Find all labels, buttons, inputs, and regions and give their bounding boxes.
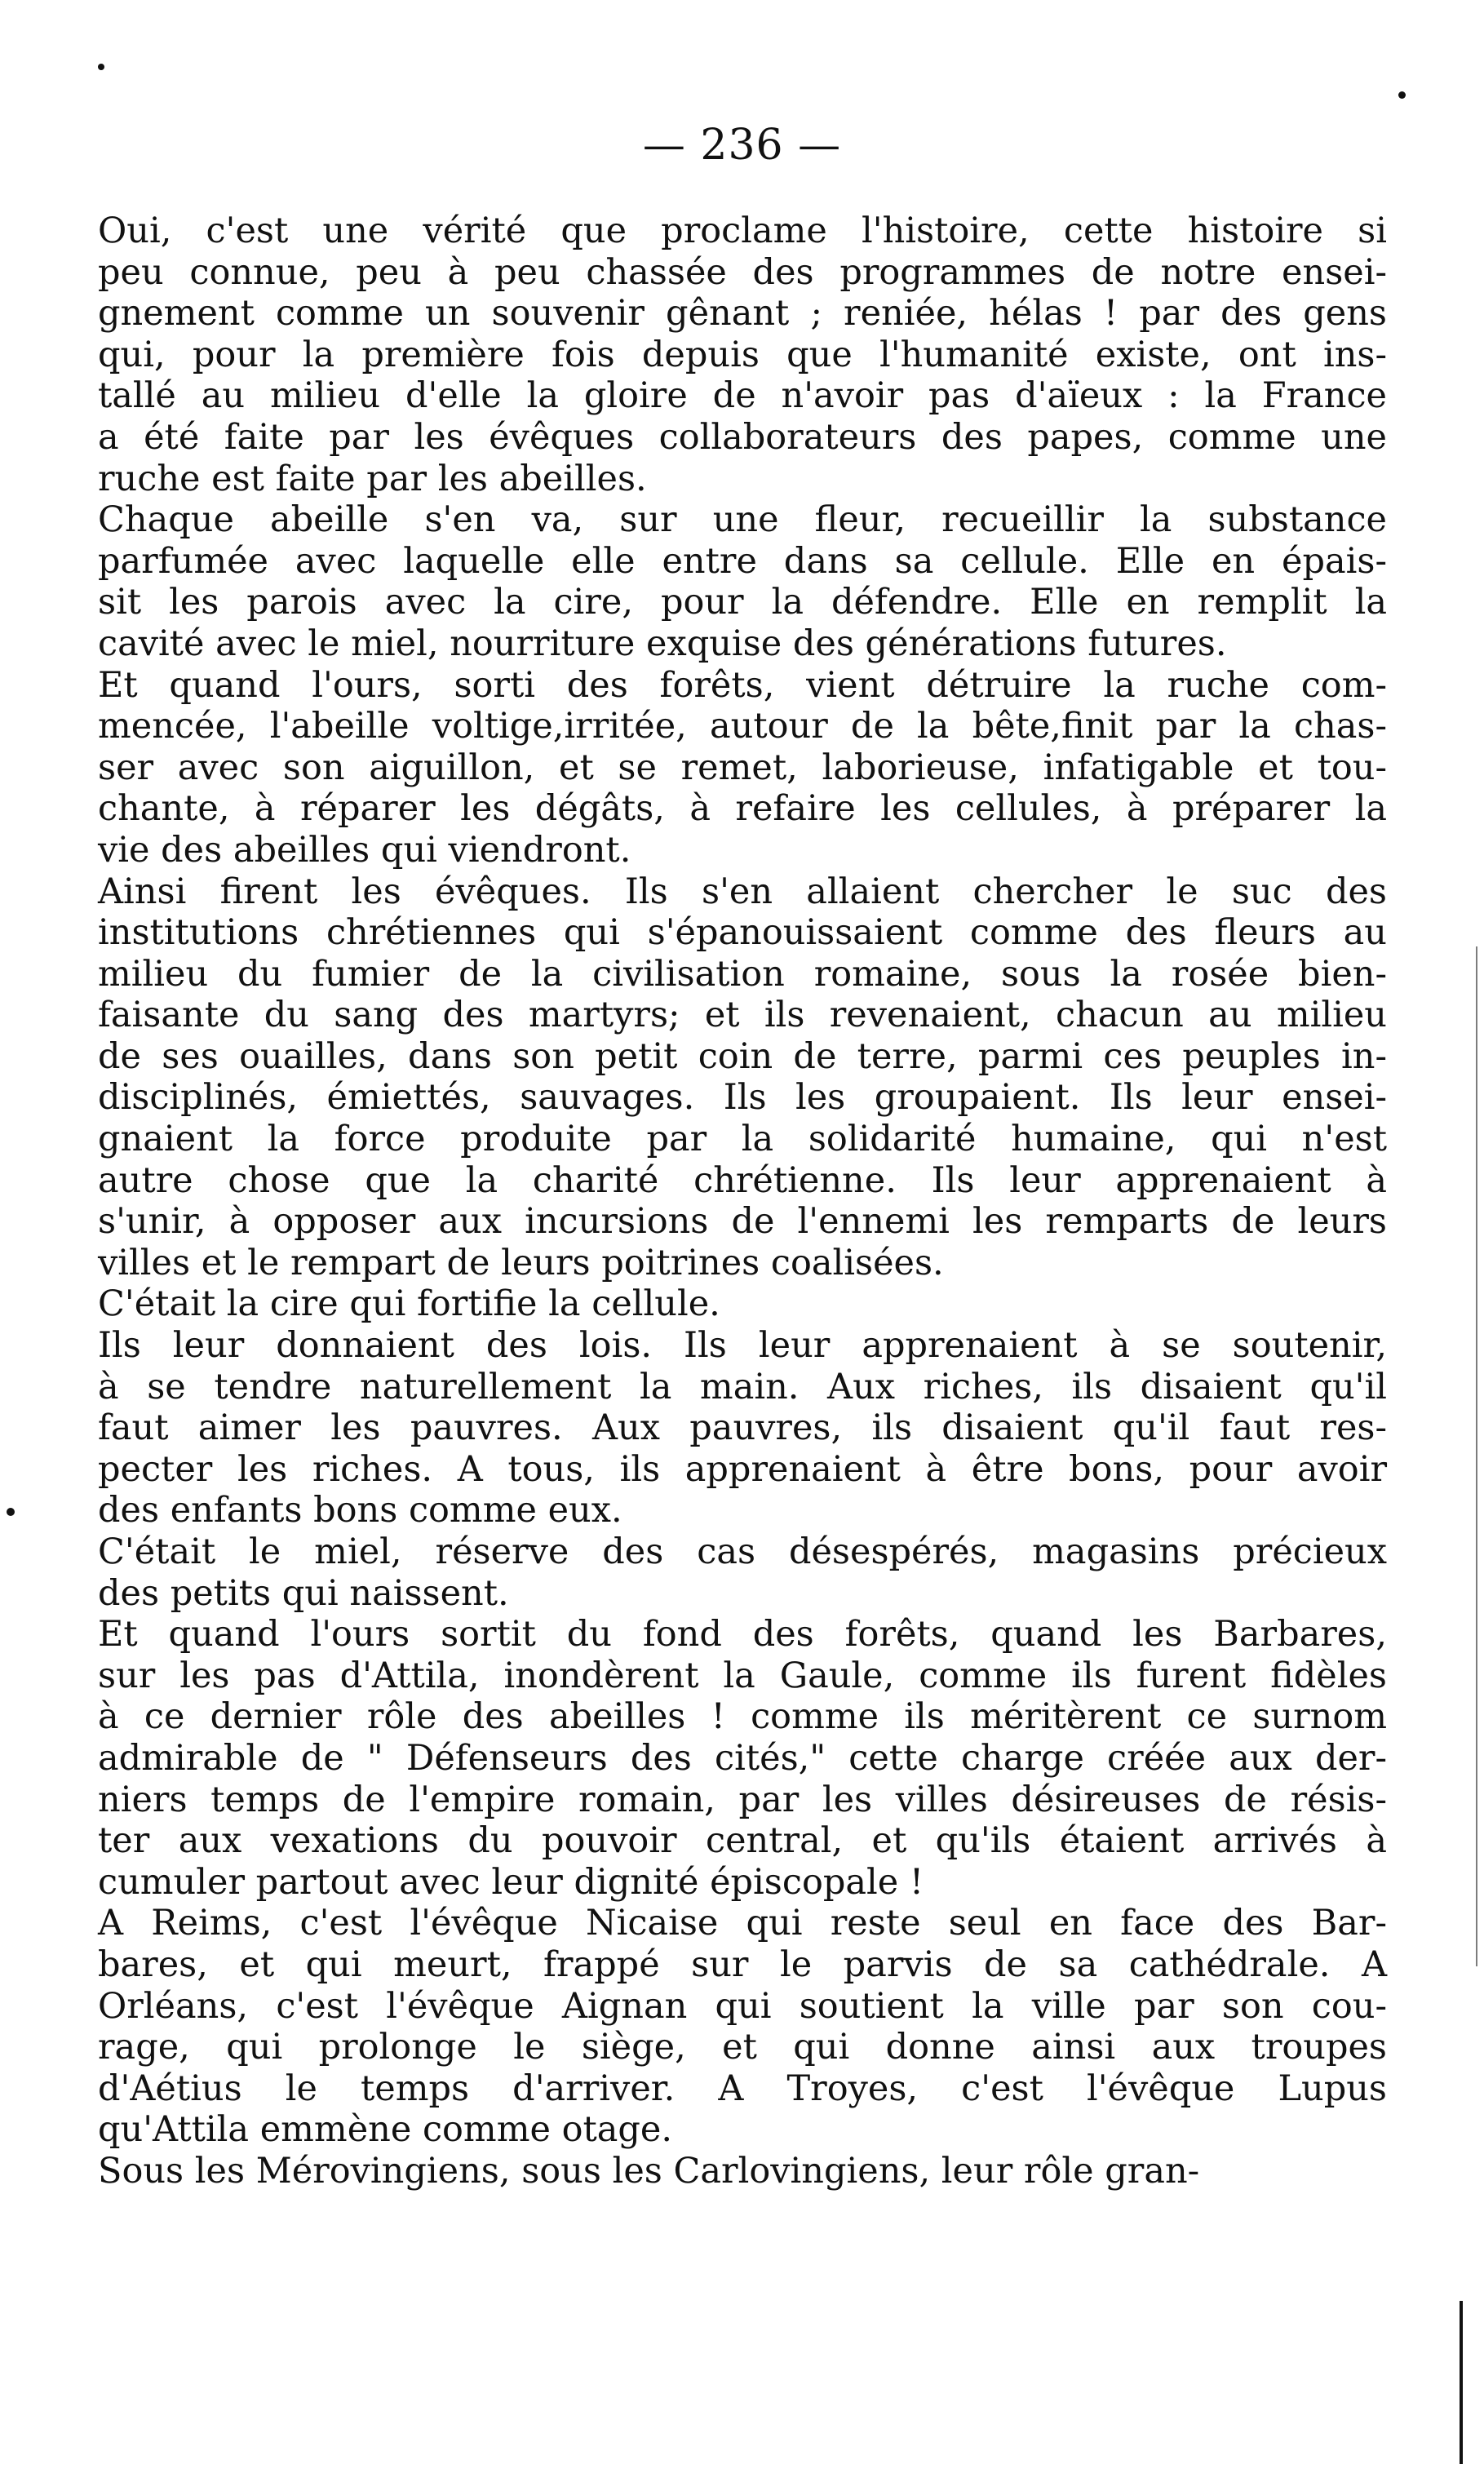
text-line: d'Aétius le temps d'arriver. A Troyes, c'est l'évêque Lupus — [98, 2068, 1387, 2109]
text-line: chante, à réparer les dégâts, à refaire les cellules, à préparer la — [98, 788, 1387, 830]
paragraph — [98, 1903, 1387, 2151]
text-line: faut aimer les pauvres. Aux pauvres, ils disaient qu'il faut res- — [98, 1407, 1387, 1449]
page-number: — 236 — — [642, 121, 842, 170]
text-line: admirable de " Défenseurs des cités," cette charge créée aux der- — [98, 1737, 1387, 1779]
text-line: a été faite par les évêques collaborateurs des papes, comme une — [98, 416, 1387, 458]
text-line: ser avec son aiguillon, et se remet, laborieuse, infatigable et tou- — [98, 747, 1387, 788]
text-line: Oui, c'est une vérité que proclame l'histoire, cette histoire si — [98, 211, 1387, 251]
page-edge-line — [1476, 946, 1477, 1966]
text-line: niers temps de l'empire romain, par les villes désireuses de résis- — [98, 1779, 1387, 1820]
text-line: à ce dernier rôle des abeilles ! comme ils méritèrent ce surnom — [98, 1696, 1387, 1738]
text-line: vie des abeilles qui viendront. — [98, 829, 631, 871]
text-line: tallé au milieu d'elle la gloire de n'avoir pas d'aïeux : la France — [98, 375, 1387, 417]
paragraph — [98, 665, 1387, 871]
text-line: qui, pour la première fois depuis que l'humanité existe, ont ins- — [98, 334, 1387, 375]
text-line: faisante du sang des martyrs; et ils revenaient, chacun au milieu — [98, 995, 1387, 1036]
text-line: gnement comme un souvenir gênant ; reniée, hélas ! par des gens — [98, 293, 1387, 335]
paragraph — [98, 1614, 1387, 1903]
text-line: bares, et qui meurt, frappé sur le parvis de sa cathédrale. A — [98, 1943, 1387, 1985]
text-line: cumuler partout avec leur dignité épiscopale ! — [98, 1861, 924, 1903]
paragraph — [98, 1531, 1387, 1614]
text-line: rage, qui prolonge le siège, et qui donne ainsi aux troupes — [98, 2027, 1387, 2068]
text-line: Et quand l'ours sortit du fond des forêts, quand les Barbares, — [98, 1614, 1387, 1655]
text-line: peu connue, peu à peu chassée des programmes de notre ensei- — [98, 251, 1387, 293]
page-edge-line — [1460, 2301, 1463, 2464]
paragraph — [98, 211, 1387, 499]
paragraph — [98, 499, 1387, 664]
text-line: villes et le rempart de leurs poitrines coalisées. — [98, 1242, 944, 1283]
paragraph — [98, 871, 1387, 1284]
text-line: sur les pas d'Attila, inondèrent la Gaule, comme ils furent fidèles — [98, 1655, 1387, 1696]
text-line: gnaient la force produite par la solidarité humaine, qui n'est — [98, 1119, 1387, 1160]
text-line: Sous les Mérovingiens, sous les Carlovingiens, leur rôle gran- — [98, 2150, 1200, 2192]
text-line: qu'Attila emmène comme otage. — [98, 2109, 673, 2151]
paragraph — [98, 1325, 1387, 1531]
text-line: institutions chrétiennes qui s'épanouissaient comme des fleurs au — [98, 912, 1387, 954]
text-line: sit les parois avec la cire, pour la défendre. Elle en remplit la — [98, 582, 1387, 623]
margin-dot — [7, 1508, 15, 1516]
scan-speck — [1398, 91, 1406, 99]
text-line: parfumée avec laquelle elle entre dans sa cellule. Elle en épais- — [98, 540, 1387, 582]
text-line: disciplinés, émiettés, sauvages. Ils les groupaient. Ils leur ensei- — [98, 1077, 1387, 1119]
text-line: C'était le miel, réserve des cas désespérés, magasins précieux — [98, 1531, 1387, 1572]
text-line: Et quand l'ours, sorti des forêts, vient détruire la ruche com- — [98, 664, 1387, 706]
text-line: autre chose que la charité chrétienne. Ils leur apprenaient à — [98, 1159, 1387, 1201]
text-line: Chaque abeille s'en va, sur une fleur, recueillir la substance — [98, 499, 1387, 541]
paragraph — [98, 2151, 1387, 2192]
text-line: A Reims, c'est l'évêque Nicaise qui reste seul en face des Bar- — [98, 1903, 1387, 1944]
text-line: des petits qui naissent. — [98, 1572, 509, 1614]
text-line: ruche est faite par les abeilles. — [98, 458, 647, 499]
text-line: s'unir, à opposer aux incursions de l'ennemi les remparts de leurs — [98, 1201, 1387, 1243]
paragraph — [98, 1283, 1387, 1325]
text-line: Orléans, c'est l'évêque Aignan qui soutient la ville par son cou- — [98, 1985, 1387, 2027]
text-line: ter aux vexations du pouvoir central, et qu'ils étaient arrivés à — [98, 1820, 1387, 1862]
body-text — [98, 211, 1387, 2192]
text-line: mencée, l'abeille voltige,irritée, autour de la bête,finit par la chas- — [98, 706, 1387, 747]
text-line: C'était la cire qui fortifie la cellule. — [98, 1283, 720, 1325]
text-line: pecter les riches. A tous, ils apprenaient à être bons, pour avoir — [98, 1448, 1387, 1490]
text-line: Ainsi firent les évêques. Ils s'en allaient chercher le suc des — [98, 871, 1387, 912]
text-line: de ses ouailles, dans son petit coin de terre, parmi ces peuples in- — [98, 1035, 1387, 1077]
text-line: à se tendre naturellement la main. Aux riches, ils disaient qu'il — [98, 1366, 1387, 1407]
text-line: cavité avec le miel, nourriture exquise des générations futures. — [98, 623, 1227, 664]
scan-speck — [98, 64, 104, 70]
text-line: Ils leur donnaient des lois. Ils leur apprenaient à se soutenir, — [98, 1325, 1387, 1367]
text-line: des enfants bons comme eux. — [98, 1490, 622, 1531]
text-line: milieu du fumier de la civilisation romaine, sous la rosée bien- — [98, 953, 1387, 995]
